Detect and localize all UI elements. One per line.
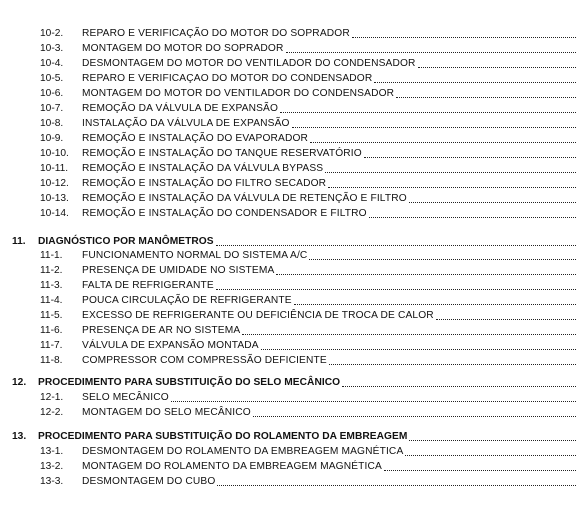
entry-number: 12-1. xyxy=(40,392,64,403)
dot-leader xyxy=(374,82,576,83)
dot-leader xyxy=(171,401,576,402)
entry-title: DESMONTAGEM DO CUBO xyxy=(82,476,216,487)
entry-number: 10-13. xyxy=(40,193,69,204)
entry-title: MONTAGEM DO MOTOR DO VENTILADOR DO CONDENSADOR xyxy=(82,88,395,99)
entry-title: MONTAGEM DO ROLAMENTO DA EMBREAGEM MAGNÉTICA xyxy=(82,461,382,472)
entry-number: 12-2. xyxy=(40,407,64,418)
entry-number: 10-12. xyxy=(40,178,69,189)
dot-leader xyxy=(216,289,576,290)
toc-entry[interactable] xyxy=(0,249,576,263)
toc-entry[interactable] xyxy=(0,42,576,56)
entry-title: REMOÇÃO E INSTALAÇÃO DA VÁLVULA BYPASS xyxy=(82,163,324,174)
entry-title: SELO MECÂNICO xyxy=(82,392,169,403)
section-title: DIAGNÓSTICO POR MANÔMETROS xyxy=(38,236,214,247)
toc-entry[interactable] xyxy=(0,475,576,489)
entry-title: REMOÇÃO E INSTALAÇÃO DA VÁLVULA DE RETENÇÃO E FILTRO xyxy=(82,193,407,204)
dot-leader xyxy=(325,172,576,173)
entry-number: 11-7. xyxy=(40,340,63,351)
entry-title: COMPRESSOR COM COMPRESSÃO DEFICIENTE xyxy=(82,355,327,366)
toc-entry[interactable] xyxy=(0,354,576,368)
dot-leader xyxy=(216,245,576,246)
toc-entry[interactable] xyxy=(0,264,576,278)
toc-entry[interactable] xyxy=(0,279,576,293)
entry-number: 11-4. xyxy=(40,295,63,306)
dot-leader xyxy=(409,202,576,203)
toc-entry[interactable] xyxy=(0,147,576,161)
dot-leader xyxy=(286,52,576,53)
dot-leader xyxy=(309,259,576,260)
entry-number: 13-3. xyxy=(40,476,64,487)
entry-number: 10-14. xyxy=(40,208,69,219)
toc-entry[interactable] xyxy=(0,117,576,131)
entry-title: DESMONTAGEM DO ROLAMENTO DA EMBREAGEM MAGNÉTICA xyxy=(82,446,404,457)
dot-leader xyxy=(342,386,576,387)
entry-number: 11-8. xyxy=(40,355,63,366)
dot-leader xyxy=(364,157,576,158)
entry-title: REMOÇÃO E INSTALAÇÃO DO TANQUE RESERVATÓRIO xyxy=(82,148,362,159)
toc-entry[interactable] xyxy=(0,324,576,338)
entry-title: INSTALAÇÃO DA VÁLVULA DE EXPANSÃO xyxy=(82,118,290,129)
toc-entry[interactable] xyxy=(0,391,576,405)
toc-entry[interactable] xyxy=(0,102,576,116)
toc-entry[interactable] xyxy=(0,406,576,420)
entry-number: 11-5. xyxy=(40,310,63,321)
entry-number: 10-8. xyxy=(40,118,64,129)
entry-title: REMOÇÃO E INSTALAÇÃO DO CONDENSADOR E FILTRO xyxy=(82,208,367,219)
toc-entry[interactable] xyxy=(0,460,576,474)
dot-leader xyxy=(418,67,576,68)
entry-title: PRESENÇA DE UMIDADE NO SISTEMA xyxy=(82,265,275,276)
entry-number: 10-5. xyxy=(40,73,64,84)
entry-number: 11-2. xyxy=(40,265,63,276)
dot-leader xyxy=(310,142,576,143)
toc-entry[interactable] xyxy=(0,72,576,86)
toc-entry[interactable] xyxy=(0,177,576,191)
entry-title: VÁLVULA DE EXPANSÃO MONTADA xyxy=(82,340,259,351)
toc-entry[interactable] xyxy=(0,162,576,176)
entry-title: REMOÇÃO DA VÁLVULA DE EXPANSÃO xyxy=(82,103,279,114)
toc-entry[interactable] xyxy=(0,339,576,353)
entry-number: 10-9. xyxy=(40,133,64,144)
entry-title: POUCA CIRCULAÇÃO DE REFRIGERANTE xyxy=(82,295,292,306)
entry-title: REMOÇÃO E INSTALAÇÃO DO FILTRO SECADOR xyxy=(82,178,327,189)
dot-leader xyxy=(436,319,576,320)
section-title: PROCEDIMENTO PARA SUBSTITUIÇÃO DO ROLAMENTO DA EMBREAGEM xyxy=(38,431,408,442)
entry-title: MONTAGEM DO MOTOR DO SOPRADOR xyxy=(82,43,284,54)
dot-leader xyxy=(217,485,576,486)
entry-title: REPARO E VERIFICAÇAO DO MOTOR DO CONDENSADOR xyxy=(82,73,373,84)
entry-title: DESMONTAGEM DO MOTOR DO VENTILADOR DO CONDENSADOR xyxy=(82,58,416,69)
section-number: 12. xyxy=(12,377,27,388)
entry-number: 10-6. xyxy=(40,88,64,99)
entry-number: 10-4. xyxy=(40,58,64,69)
toc-entry[interactable] xyxy=(0,87,576,101)
toc-entry[interactable] xyxy=(0,445,576,459)
dot-leader xyxy=(369,217,576,218)
entry-number: 13-1. xyxy=(40,446,64,457)
dot-leader xyxy=(261,349,576,350)
dot-leader xyxy=(409,440,576,441)
entry-title: PRESENÇA DE AR NO SISTEMA xyxy=(82,325,241,336)
toc-entry[interactable] xyxy=(0,192,576,206)
entry-number: 10-2. xyxy=(40,28,64,39)
dot-leader xyxy=(405,455,576,456)
dot-leader xyxy=(329,364,576,365)
dot-leader xyxy=(328,187,576,188)
dot-leader xyxy=(253,416,576,417)
dot-leader xyxy=(280,112,576,113)
dot-leader xyxy=(242,334,576,335)
section-number: 11. xyxy=(12,236,26,247)
dot-leader xyxy=(292,127,576,128)
toc-section-heading[interactable] xyxy=(0,376,576,390)
toc-entry[interactable] xyxy=(0,132,576,146)
toc-entry[interactable] xyxy=(0,27,576,41)
dot-leader xyxy=(276,274,576,275)
entry-title: REPARO E VERIFICAÇÃO DO MOTOR DO SOPRADOR xyxy=(82,28,350,39)
entry-number: 11-1. xyxy=(40,250,63,261)
toc-section-heading[interactable] xyxy=(0,235,576,249)
dot-leader xyxy=(384,470,576,471)
section-title: PROCEDIMENTO PARA SUBSTITUIÇÃO DO SELO MECÂNICO xyxy=(38,377,341,388)
section-number: 13. xyxy=(12,431,27,442)
dot-leader xyxy=(294,304,576,305)
entry-title: REMOÇÃO E INSTALAÇÃO DO EVAPORADOR xyxy=(82,133,309,144)
entry-number: 11-6. xyxy=(40,325,63,336)
entry-number: 10-10. xyxy=(40,148,69,159)
entry-number: 10-11. xyxy=(40,163,69,174)
entry-title: FUNCIONAMENTO NORMAL DO SISTEMA A/C xyxy=(82,250,308,261)
toc-section-heading[interactable] xyxy=(0,430,576,444)
dot-leader xyxy=(396,97,576,98)
entry-title: EXCESSO DE REFRIGERANTE OU DEFICIÊNCIA DE TROCA DE CALOR xyxy=(82,310,434,321)
dot-leader xyxy=(352,37,576,38)
entry-number: 11-3. xyxy=(40,280,63,291)
toc-entry[interactable] xyxy=(0,309,576,323)
toc-entry[interactable] xyxy=(0,57,576,71)
toc-entry[interactable] xyxy=(0,207,576,221)
entry-number: 10-3. xyxy=(40,43,64,54)
entry-number: 10-7. xyxy=(40,103,64,114)
entry-title: FALTA DE REFRIGERANTE xyxy=(82,280,214,291)
toc-entry[interactable] xyxy=(0,294,576,308)
entry-number: 13-2. xyxy=(40,461,64,472)
entry-title: MONTAGEM DO SELO MECÂNICO xyxy=(82,407,251,418)
